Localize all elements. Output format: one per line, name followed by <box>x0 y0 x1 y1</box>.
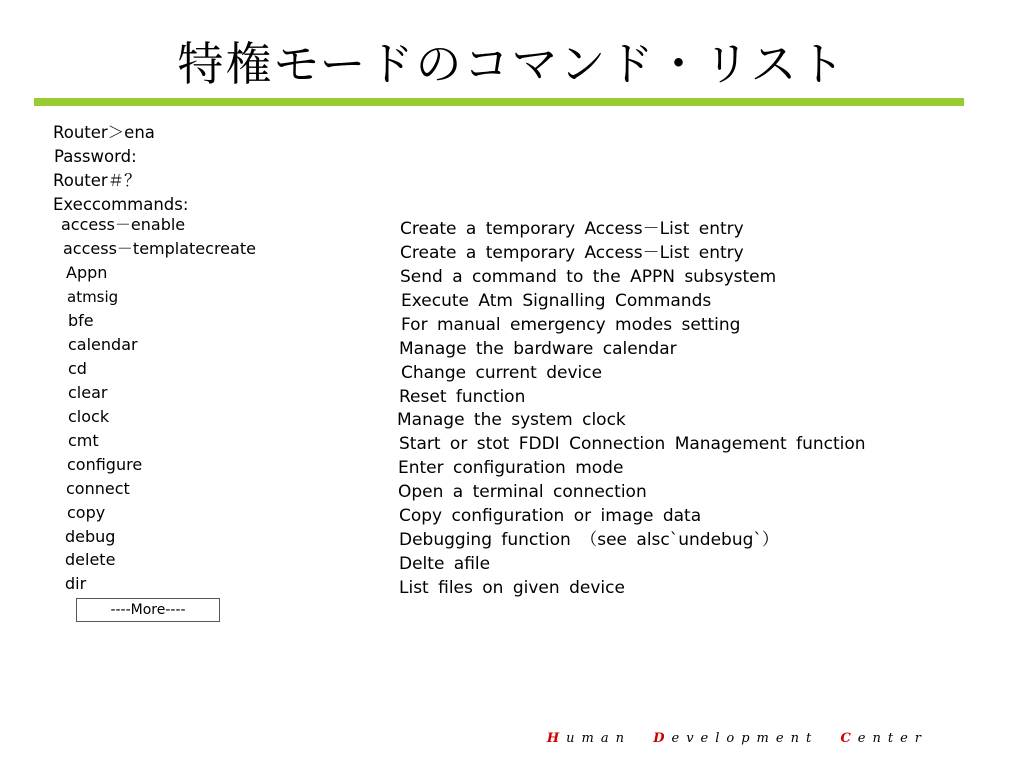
footer-initial-c: C <box>840 731 858 746</box>
footer-word-development-rest: evelopment <box>671 731 819 746</box>
command-description: Enter configuration mode <box>398 458 624 478</box>
command-name: delete <box>65 550 116 569</box>
command-description: Create a temporary Access－List entry <box>400 219 744 239</box>
command-name: cd <box>68 359 87 378</box>
more-prompt-box: ----More---- <box>76 598 220 622</box>
slide-title: 特権モードのコマンド・リスト <box>177 37 847 91</box>
command-description: Copy configuration or image data <box>399 506 702 526</box>
title-accent-rule <box>34 98 964 106</box>
footer-initial-h: H <box>546 731 567 746</box>
prompt-line-execcommands: Execcommands: <box>53 195 189 214</box>
command-name: copy <box>67 503 106 522</box>
command-description: Manage the system clock <box>397 410 626 430</box>
command-description: Debugging function （see alsc`undebug`） <box>399 530 779 550</box>
command-name: clock <box>68 407 110 426</box>
command-description: Create a temporary Access－List entry <box>400 243 744 263</box>
command-description: Delte afile <box>399 554 491 574</box>
footer-word-center-rest: enter <box>857 731 928 746</box>
prompt-line-password: Password: <box>54 147 137 166</box>
command-name: bfe <box>68 311 94 330</box>
command-name: calendar <box>68 335 138 354</box>
prompt-line-router-help: Router＃？ <box>53 171 141 190</box>
command-name: debug <box>65 527 116 546</box>
command-description: Change current device <box>401 363 603 383</box>
command-description: For manual emergency modes setting <box>401 315 741 335</box>
command-description: List files on given device <box>399 578 625 598</box>
command-description: Open a terminal connection <box>398 482 647 502</box>
command-name: connect <box>66 479 130 498</box>
command-description: Reset function <box>399 387 526 407</box>
command-description: Manage the bardware calendar <box>399 339 677 359</box>
command-description: Execute Atm Signalling Commands <box>401 291 712 311</box>
footer-initial-d: D <box>653 731 672 746</box>
command-name: atmsig <box>67 288 119 306</box>
command-name: access－templatecreate <box>63 239 256 258</box>
command-name: configure <box>67 455 143 474</box>
command-description: Send a command to the APPN subsystem <box>400 267 777 287</box>
footer-branding <box>547 730 928 748</box>
command-name: Appn <box>66 263 108 282</box>
command-name: dir <box>65 574 87 593</box>
footer-word-human-rest: uman <box>566 731 631 746</box>
command-description: Start or stot FDDI Connection Management function <box>399 434 866 454</box>
command-name: access－enable <box>61 215 186 234</box>
command-name: clear <box>68 383 108 402</box>
prompt-line-router-ena: Router＞ena <box>53 123 155 142</box>
command-name: cmt <box>68 431 99 450</box>
